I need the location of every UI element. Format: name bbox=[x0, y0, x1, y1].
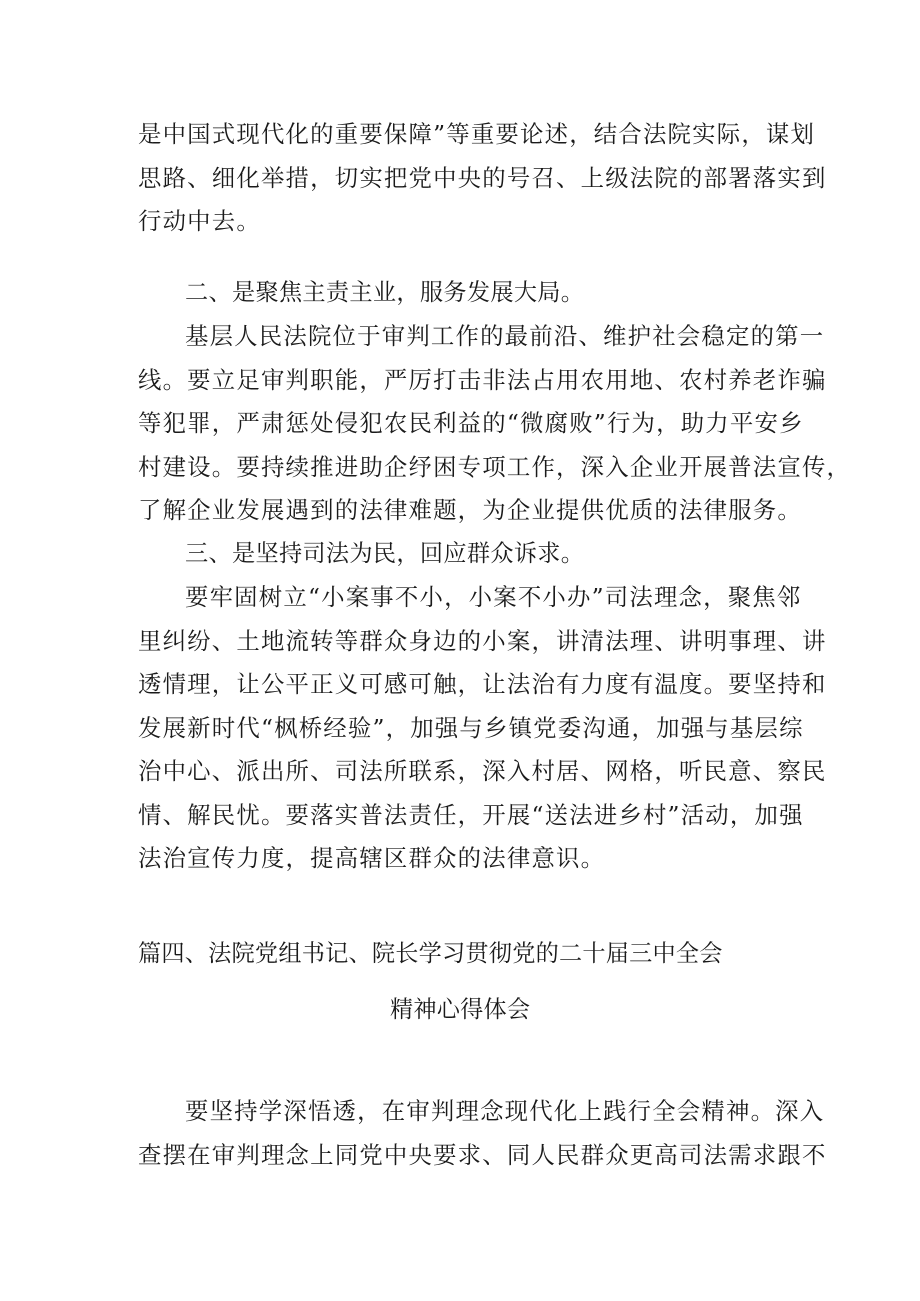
article-four-title-line-1: 篇四、法院党组书记、院长学习贯彻党的二十届三中全会 bbox=[138, 940, 723, 967]
section-three-line-1: 要牢固树立“小案事不小，小案不小办”司法理念，聚焦邻 bbox=[185, 583, 802, 611]
section-two-line-2: 线。要立足审判职能，严厉打击非法占用农用地、农村养老诈骗 bbox=[138, 366, 827, 394]
section-three-line-7: 法治宣传力度，提高辖区群众的法律意识。 bbox=[138, 844, 606, 872]
article-four-line-2: 查摆在审判理念上同党中央要求、同人民群众更高司法需求跟不 bbox=[138, 1141, 827, 1169]
section-three-line-4: 发展新时代“枫桥经验”，加强与乡镇党委沟通，加强与基层综 bbox=[138, 714, 804, 742]
article-four-line-1: 要坚持学深悟透，在审判理念现代化上践行全会精神。深入 bbox=[185, 1097, 825, 1125]
section-three-line-5: 治中心、派出所、司法所联系，深入村居、网格，听民意、察民 bbox=[138, 757, 827, 785]
section-two-line-1: 基层人民法院位于审判工作的最前沿、维护社会稳定的第一 bbox=[185, 322, 825, 350]
section-two-line-4: 村建设。要持续推进助企纾困专项工作，深入企业开展普法宣传， bbox=[138, 453, 852, 481]
section-three-line-6: 情、解民忧。要落实普法责任，开展“送法进乡村”活动，加强 bbox=[138, 801, 804, 829]
article-four-title-line-2: 精神心得体会 bbox=[390, 996, 531, 1023]
intro-line-1: 是中国式现代化的重要保障”等重要论述，结合法院实际，谋划 bbox=[138, 120, 816, 148]
section-three-line-3: 透情理，让公平正义可感可触，让法治有力度有温度。要坚持和 bbox=[138, 670, 827, 698]
section-two-line-3: 等犯罪，严肃惩处侵犯农民利益的“微腐败”行为，助力平安乡 bbox=[138, 409, 804, 437]
intro-line-2: 思路、细化举措，切实把党中央的号召、上级法院的部署落实到 bbox=[138, 164, 827, 192]
section-three-line-2: 里纠纷、土地流转等群众身边的小案，讲清法理、讲明事理、讲 bbox=[138, 627, 827, 655]
intro-line-3: 行动中去。 bbox=[138, 207, 261, 235]
section-three-heading: 三、是坚持司法为民，回应群众诉求。 bbox=[185, 540, 585, 567]
section-two-line-5: 了解企业发展遇到的法律难题，为企业提供优质的法律服务。 bbox=[138, 496, 802, 524]
section-two-heading: 二、是聚焦主责主业，服务发展大局。 bbox=[185, 279, 585, 306]
